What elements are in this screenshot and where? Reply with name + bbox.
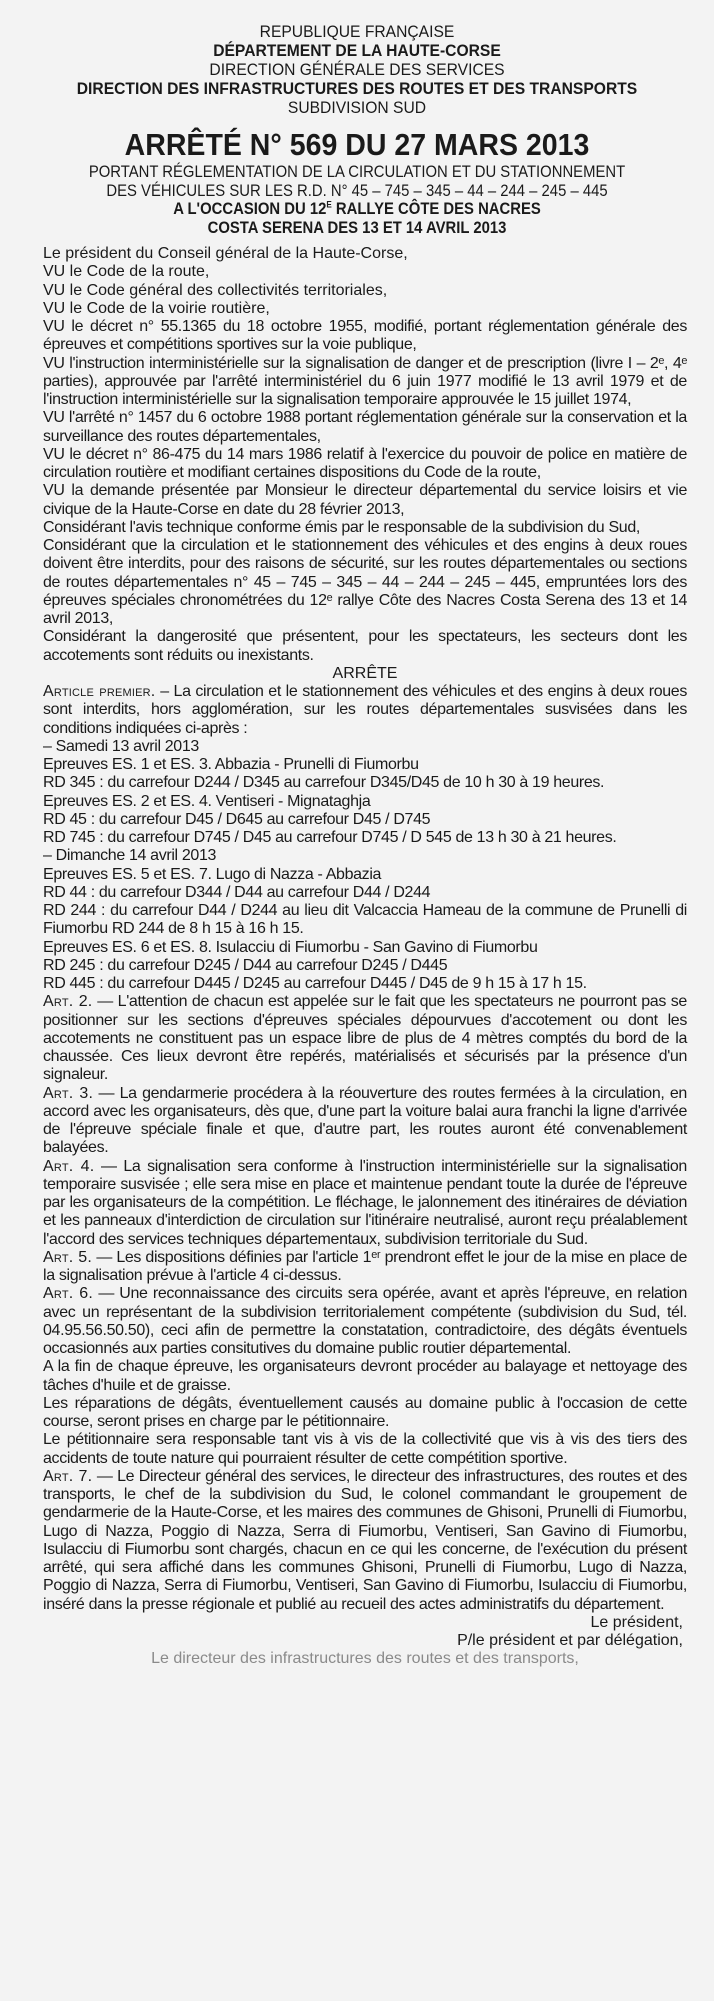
article-6-repairs: Les réparations de dégâts, éventuellement causés au domaine public à l'occasion de cette course, seront prises en charge par le pétitionnaire.: [43, 1394, 687, 1430]
subtitle-line-3-post: RALLYE CÔTE DES NACRES: [331, 200, 541, 218]
subtitle-line-3-pre: A L'OCCASION DU 12: [173, 200, 327, 218]
schedule-line: Epreuves ES. 5 et ES. 7. Lugo di Nazza - Abbazia: [43, 865, 382, 883]
signature-directeur: Le directeur des infrastructures des routes et des transports,: [151, 1650, 579, 1668]
article-1: [43, 683, 687, 738]
article-7-text: — Le Directeur général des services, le directeur des infrastructures, des routes et des transports, le chef de la subdivision du Sud, le colonel commandant le groupement de gendarmerie de la Haute-Corse, et les maires des communes de Ghisoni, Prunelli di Fiumorbu, Lugo di Nazza, Poggio di Nazza, Serra di Fiumorbu, Ventiseri, San Gavino di Fiumorbu, Isulacciu di Fiumorbu sont chargés, chacun en ce qui les concerne, de l'exécution du présent arrêté, qui sera affiché dans les communes Ghisoni, Prunelli di Fiumorbu, Lugo di Nazza, Poggio di Nazza, Serra di Fiumorbu, Ventiseri, San Gavino di Fiumorbu, Isulacciu di Fiumorbu, inséré dans la presse régionale et publié au recueil des actes administratifs du département.: [43, 1467, 687, 1613]
article-6: [43, 1285, 687, 1358]
article-1-text: – La circulation et le stationnement des véhicules et des engins à deux roues sont interdits, hors agglomération, sur les routes départementales susvisées dans les conditions indiquées ci-après :: [43, 683, 687, 737]
article-5: [43, 1249, 687, 1286]
subtitle-line-3-sup: E: [326, 199, 332, 210]
preamble-vu-code-voirie: VU le Code de la voirie routière,: [43, 299, 270, 317]
schedule-line: RD 445 : du carrefour D445 / D245 au carrefour D445 / D45 de 9 h 15 à 17 h 15.: [43, 975, 587, 992]
article-7-label: Art. 7.: [43, 1467, 93, 1485]
preamble-considerant-circulation: Considérant que la circulation et le stationnement des véhicules et des engins à deux roues doivent être interdits, pour des raisons de sécurité, sur les routes départementales ou sections de routes départementales n° 45 – 745 – 345 – 44 – 244 – 245 – 445, empruntées lors des épreuves spéciales chronométrées du 12ᵉ rallye Côte des Nacres Costa Serena des 13 et 14 avril 2013,: [43, 537, 687, 627]
article-7: [43, 1468, 687, 1614]
article-5-label: Art. 5.: [43, 1248, 93, 1266]
article-4-label: Art. 4.: [43, 1157, 95, 1175]
document-header: [0, 0, 714, 117]
preamble-vu-demande: VU la demande présentée par Monsieur le directeur départemental du service loisirs et vie civique de la Haute-Corse en date du 28 février 2013,: [43, 482, 687, 518]
subtitle-line-1: PORTANT RÉGLEMENTATION DE LA CIRCULATION ET DU STATIONNEMENT: [88, 163, 626, 181]
header-subdivision: SUBDIVISION SUD: [287, 98, 427, 117]
article-3-label: Art. 3.: [43, 1084, 94, 1102]
schedule-line: Epreuves ES. 1 et ES. 3. Abbazia - Prunelli di Fiumorbu: [43, 756, 419, 773]
article-6-label: Art. 6.: [43, 1285, 93, 1303]
preamble-considerant-avis: Considérant l'avis technique conforme émis par le responsable de la subdivision du Sud,: [43, 518, 640, 536]
decree-body: [0, 237, 714, 1669]
decree-subtitle: [36, 163, 679, 237]
article-4: [43, 1158, 687, 1249]
schedule-line: Epreuves ES. 6 et ES. 8. Isulacciu di Fiumorbu - San Gavino di Fiumorbu: [43, 938, 538, 956]
schedule-line: RD 745 : du carrefour D745 / D45 au carrefour D745 / D 545 de 13 h 30 à 21 heures.: [43, 829, 617, 846]
preamble-vu-code-collectivites: VU le Code général des collectivités territoriales,: [43, 281, 388, 299]
schedule-line: – Dimanche 14 avril 2013: [43, 847, 217, 865]
schedule-line: RD 44 : du carrefour D344 / D44 au carrefour D44 / D244: [43, 883, 431, 901]
preamble-vu-decret-1955: VU le décret n° 55.1365 du 18 octobre 1955, modifié, portant réglementation générale des épreuves et compétitions sportives sur la voie publique,: [43, 318, 687, 354]
article-1-label: Article premier.: [43, 683, 156, 700]
article-3-text: — La gendarmerie procédera à la réouverture des routes fermées à la circulation, en accord avec les organisateurs, dès que, d'une part la voiture balai aura franchi la ligne d'arrivée de l'épreuve spéciale finale et que, d'autre part, les routes auront été convenablement balayées.: [43, 1084, 687, 1157]
header-direction-infrastructures: DIRECTION DES INFRASTRUCTURES DES ROUTES ET DES TRANSPORTS: [76, 79, 638, 98]
article-2-label: Art. 2.: [43, 993, 93, 1011]
article-2: [43, 993, 687, 1084]
preamble-vu-decret-86-475: VU le décret n° 86-475 du 14 mars 1986 relatif à l'exercice du pouvoir de police en matière de circulation routière et modifiant certaines dispositions du Code de la route,: [43, 445, 687, 481]
schedule-line: RD 45 : du carrefour D45 / D645 au carrefour D45 / D745: [43, 810, 431, 828]
subtitle-line-2: DES VÉHICULES SUR LES R.D. N° 45 – 745 – 345 – 44 – 244 – 245 – 445: [106, 181, 608, 200]
header-department: DÉPARTEMENT DE LA HAUTE-CORSE: [213, 41, 501, 60]
header-direction-generale: DIRECTION GÉNÉRALE DES SERVICES: [209, 60, 505, 79]
article-6-liability: Le pétitionnaire sera responsable tant vis à vis de la collectivité que vis à vis des tiers des accidents de toute nature qui pourraient résulter de cette compétition sportive.: [43, 1431, 687, 1467]
article-5-text: — Les dispositions définies par l'article 1ᵉʳ prendront effet le jour de la mise en place de la signalisation prévue à l'article 4 ci-dessus.: [43, 1248, 687, 1284]
article-6-cleaning: A la fin de chaque épreuve, les organisateurs devront procéder au balayage et nettoyage des tâches d'huile et de graisse.: [43, 1358, 687, 1394]
schedule-line: RD 245 : du carrefour D245 / D44 au carrefour D245 / D445: [43, 956, 448, 974]
signature-president: Le président,: [590, 1613, 683, 1631]
header-republic: REPUBLIQUE FRANÇAISE: [259, 22, 455, 41]
decree-title: ARRÊTÉ N° 569 DU 27 MARS 2013: [124, 127, 590, 162]
preamble-president: Le président du Conseil général de la Haute-Corse,: [43, 245, 408, 262]
schedule-line: RD 345 : du carrefour D244 / D345 au carrefour D345/D45 de 10 h 30 à 19 heures.: [43, 774, 605, 792]
subtitle-line-4: COSTA SERENA DES 13 ET 14 AVRIL 2013: [207, 218, 507, 237]
article-2-text: — L'attention de chacun est appelée sur le fait que les spectateurs ne pourront pas se positionner sur les sections d'épreuves spéciales dépourvues d'accotement ou dont les accotements ne constituent pas un espace libre de plus de 4 mètres comptés du bord de la chaussée. Ces lieux devront être repérés, matérialisés et sécurisés par la présence d'un signaleur.: [43, 993, 687, 1084]
article-3: [43, 1085, 687, 1158]
article-4-text: — La signalisation sera conforme à l'instruction interministérielle sur la signalisation temporaire susvisée ; elle sera mise en place et maintenue pendant toute la durée de l'épreuve par les organisateurs de la compétition. Le fléchage, le jalonnement des itinéraires de déviation et les panneaux d'interdiction de circulation sur l'itinéraire neutralisé, auront reçu préalablement l'accord des services techniques départementaux, subdivision territoriale du Sud.: [43, 1157, 687, 1248]
preamble-vu-code-route: VU le Code de la route,: [43, 263, 210, 281]
subtitle-line-3: [36, 200, 679, 219]
preamble-vu-instruction: VU l'instruction interministérielle sur la signalisation de danger et de prescription (livre I – 2ᵉ, 4ᵉ parties), approuvée par l'arrêté interministériel du 6 juin 1977 modifié le 13 avril 1979 et de l'instruction interministérielle sur la signalisation temporaire approuvée le 15 juillet 1974,: [43, 354, 687, 408]
arrete-heading: ARRÊTE: [332, 664, 398, 682]
article-6-text: — Une reconnaissance des circuits sera opérée, avant et après l'épreuve, en relation avec un représentant de la subdivision territorialement compétente (subdivision du Sud, tél. 04.95.56.50.50), ceci afin de permettre la constatation, contradictoire, des dégâts éventuels occasionnés aux parties consitutives du domaine public routier départemental.: [43, 1285, 687, 1357]
preamble-considerant-dangerosite: Considérant la dangerosité que présentent, pour les spectateurs, les secteurs dont les accotements sont réduits ou inexistants.: [43, 628, 687, 664]
preamble-vu-arrete-1457: VU l'arrêté n° 1457 du 6 octobre 1988 portant réglementation générale sur la conservation et la surveillance des routes départementales,: [43, 409, 687, 445]
schedule-line: – Samedi 13 avril 2013: [43, 737, 199, 755]
schedule-line: RD 244 : du carrefour D44 / D244 au lieu dit Valcaccia Hameau de la commune de Prunelli di Fiumorbu RD 244 de 8 h 15 à 16 h 15.: [43, 902, 687, 938]
signature-delegation: P/le président et par délégation,: [457, 1632, 683, 1649]
schedule-line: Epreuves ES. 2 et ES. 4. Ventiseri - Mignataghja: [43, 792, 371, 810]
